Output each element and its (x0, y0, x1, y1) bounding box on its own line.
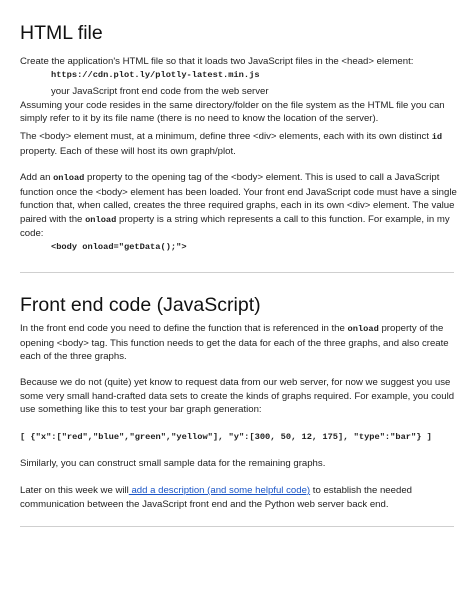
paragraph-text: Similarly, you can construct small sample data for the remaining graphs. (20, 458, 326, 469)
heading-front-end-code: Front end code (JavaScript) (20, 294, 261, 316)
paragraph-text: Because we do not (quite) yet know to request data from our web server, for now we suggest you use some very small hand-crafted data sets to create the kinds of graphs required. For example, you could use something like this to test your bar graph generation: (20, 377, 455, 416)
paragraph-text: Assuming your code resides in the same directory/folder on the file system as the HTML file you can simply refer to it by its file name (there is no need to know the location of the server). (20, 99, 445, 125)
paragraph-text: Add an (20, 172, 51, 183)
plotly-url-code: https://cdn.plot.ly/plotly-latest.min.js (51, 69, 260, 80)
bar-graph-json-code: [ {"x":["red","blue","green","yellow"], "y":[300, 50, 12, 175], "type":"bar"} ] (20, 432, 432, 442)
paragraph-sample-data (20, 376, 458, 417)
paragraph-remaining-graphs (20, 457, 458, 471)
description-link[interactable]: add a description (and some helpful code) (128, 485, 311, 496)
body-onload-example-code: <body onload="getData();"> (51, 241, 187, 252)
paragraph-text: The <body> element must, at a minimum, define three <div> elements, each with its own distinct (20, 131, 430, 142)
paragraph-text: property of the opening <body> tag. This function needs to get the data for each of the three graphs, and also create each of the three graphs. (20, 323, 449, 363)
paragraph-text: property to the opening tag of the <body> element. This is used to call a JavaScript function once the <body> element has been loaded. Your front end JavaScript code must have a single function that, when called, creates the three required graphs, each in its own <div> element. The value paired with the (20, 172, 457, 225)
bar-graph-code-sample (20, 431, 458, 445)
paragraph-body-divs (20, 130, 458, 158)
paragraph-text: property. Each of these will host its own graph/plot. (20, 145, 236, 157)
paragraph-later-this-week (20, 484, 458, 511)
inline-code-onload: onload (53, 173, 85, 183)
heading-html-file: HTML file (20, 22, 103, 44)
paragraph-text: to establish the needed communication between the JavaScript front end and the Python web server back end. (20, 485, 412, 510)
paragraph-text: Create the application's HTML file so that it loads two JavaScript files in the <head> element: (20, 56, 414, 67)
inline-code-id: id (431, 132, 443, 142)
section-divider (20, 526, 454, 527)
inline-code-onload: onload (347, 324, 379, 334)
paragraph-text: In the front end code you need to define the function that is referenced in the (20, 323, 345, 334)
paragraph-function-definition (20, 322, 458, 364)
paragraph-text: Later on this week we will (20, 485, 129, 496)
front-end-code-item: your JavaScript front end code from the web server (51, 86, 269, 98)
section-divider (20, 272, 454, 273)
inline-code-onload: onload (85, 214, 117, 225)
paragraph-onload (20, 171, 458, 255)
paragraph-text: property is a string which represents a call to this function. For example, in my code: (20, 213, 450, 240)
paragraph-load-scripts (20, 55, 458, 126)
